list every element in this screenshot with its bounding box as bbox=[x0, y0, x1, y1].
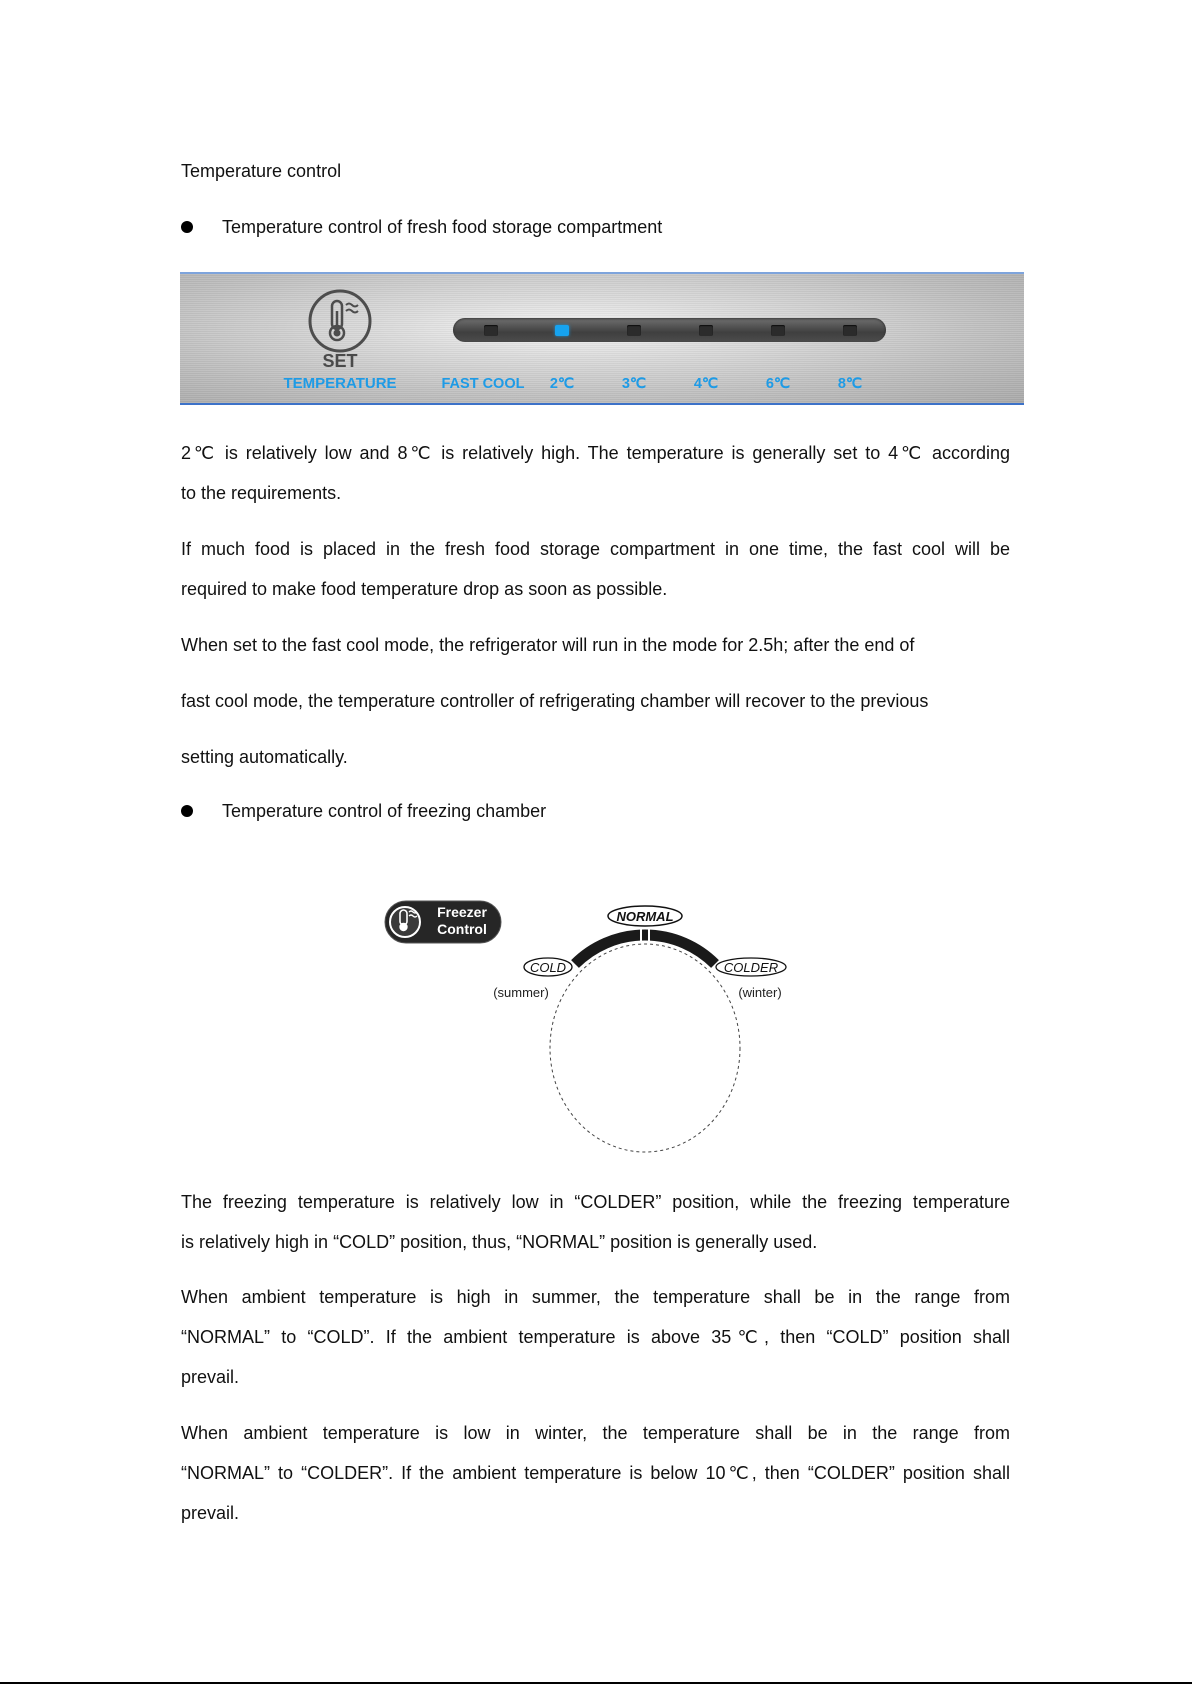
setting-label-4c: 4℃ bbox=[693, 376, 719, 392]
cold-note: (summer) bbox=[493, 985, 549, 1000]
dial-range-arc bbox=[575, 935, 715, 964]
badge-line-1: Freezer bbox=[437, 904, 487, 920]
paragraph bbox=[181, 617, 1010, 785]
indicator-fast-cool bbox=[484, 325, 498, 336]
indicator-4c bbox=[699, 325, 713, 336]
setting-label-2c: 2℃ bbox=[549, 376, 575, 392]
text-line: The freezing temperature is relatively low in “COLDER” position, while the freezing temperature bbox=[181, 1192, 1010, 1212]
thermometer-icon bbox=[390, 907, 420, 937]
text-line: When set to the fast cool mode, the refrigerator will run in the mode for 2.5h; after the end of bbox=[181, 635, 915, 655]
text-line: fast cool mode, the temperature controller of refrigerating chamber will recover to the previous bbox=[181, 691, 929, 711]
paragraph bbox=[181, 1277, 1010, 1397]
fresh-food-control-panel bbox=[180, 272, 1024, 405]
text-line: 2℃ is relatively low and 8℃ is relatively high. The temperature is generally set to 4℃ according bbox=[181, 443, 1010, 463]
normal-label bbox=[608, 906, 682, 926]
temperature-label: TEMPERATURE bbox=[283, 375, 397, 392]
page-bottom-edge bbox=[0, 1682, 1192, 1684]
colder-text: COLDER bbox=[723, 960, 779, 975]
freezer-control-dial bbox=[370, 895, 810, 1165]
text-line: required to make food temperature drop as soon as possible. bbox=[181, 579, 668, 599]
text-line: prevail. bbox=[181, 1367, 240, 1387]
bullet-text: Temperature control of fresh food storage compartment bbox=[222, 217, 663, 237]
text-line: When ambient temperature is high in summer, the temperature shall be in the range from bbox=[181, 1287, 1010, 1307]
thermometer-icon bbox=[306, 287, 374, 355]
text-line: When ambient temperature is low in winter, the temperature shall be in the range from bbox=[181, 1423, 1010, 1443]
indicator-2c bbox=[555, 325, 569, 336]
indicator-3c bbox=[627, 325, 641, 336]
setting-label-8c: 8℃ bbox=[837, 376, 863, 392]
freezer-control-badge bbox=[385, 901, 501, 943]
bullet-text: Temperature control of freezing chamber bbox=[222, 801, 547, 821]
text-line: If much food is placed in the fresh food storage compartment in one time, the fast cool will be bbox=[181, 539, 1010, 559]
bullet-dot bbox=[181, 221, 193, 233]
paragraph bbox=[181, 1182, 1010, 1262]
text-line: setting automatically. bbox=[181, 747, 348, 767]
badge-line-2: Control bbox=[437, 921, 487, 937]
cold-label bbox=[524, 958, 572, 976]
paragraph bbox=[181, 433, 1010, 513]
normal-text: NORMAL bbox=[616, 909, 674, 924]
text-line: is relatively high in “COLD” position, thus, “NORMAL” position is generally used. bbox=[181, 1232, 818, 1252]
text-line: prevail. bbox=[181, 1503, 240, 1523]
dial-outline bbox=[550, 944, 740, 1152]
indicator-8c bbox=[843, 325, 857, 336]
indicator-bar bbox=[453, 318, 886, 342]
setting-label-fast-cool: FAST COOL bbox=[441, 376, 525, 392]
bullet-dot bbox=[181, 805, 193, 817]
text-line: “NORMAL” to “COLD”. If the ambient temperature is above 35℃, then “COLD” position shall bbox=[181, 1327, 1010, 1347]
indicator-6c bbox=[771, 325, 785, 336]
text-line: “NORMAL” to “COLDER”. If the ambient temperature is below 10℃, then “COLDER” position shall bbox=[181, 1463, 1010, 1483]
colder-label bbox=[716, 958, 786, 976]
paragraph bbox=[181, 529, 1010, 609]
setting-label-6c: 6℃ bbox=[765, 376, 791, 392]
text-line: to the requirements. bbox=[181, 483, 342, 503]
set-label: SET bbox=[322, 351, 358, 371]
setting-label-3c: 3℃ bbox=[621, 376, 647, 392]
paragraph bbox=[181, 1413, 1010, 1533]
cold-text: COLD bbox=[529, 960, 567, 975]
colder-note: (winter) bbox=[738, 985, 782, 1000]
section-heading: Temperature control bbox=[181, 161, 342, 181]
